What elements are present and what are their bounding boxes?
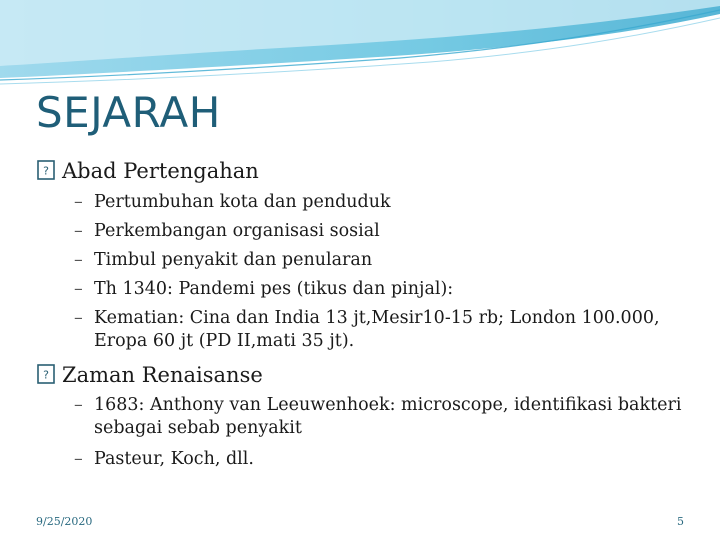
section-heading-text: Zaman Renaisanse [62,363,263,387]
svg-text:?: ? [43,368,49,382]
list-item-text: Timbul penyakit dan penularan [94,250,373,270]
list-item [74,394,694,440]
footer-date: 9/25/2020 [36,515,93,528]
dash-bullet: – [74,449,83,469]
list-item-text: 1683: Anthony van Leeuwenhoek: microscope, identifikasi bakteri sebagai sebab penyakit [94,395,682,438]
list-item [74,191,694,214]
svg-text:?: ? [43,164,49,178]
dash-bullet: – [74,308,83,328]
list-item-text: Th 1340: Pandemi pes (tikus dan pinjal): [94,279,454,299]
list-item [74,220,694,243]
header-wave-decoration [0,0,720,90]
section-heading-abad-pertengahan [36,158,259,183]
slide-title: SEJARAH [36,88,221,137]
list-item-text: Kematian: Cina dan India 13 jt,Mesir10-15 rb; London 100.000, Eropa 60 jt (PD II,mati 35 jt). [94,308,660,351]
dash-bullet: – [74,250,83,270]
list-item-text: Perkembangan organisasi sosial [94,221,380,241]
list-item-text: Pertumbuhan kota dan penduduk [94,192,391,212]
dash-bullet: – [74,279,83,299]
section-heading-text: Abad Pertengahan [62,159,259,183]
missing-glyph-box-icon [36,364,58,384]
missing-glyph-box-icon [36,160,58,180]
dash-bullet: – [74,192,83,212]
list-item [74,249,694,272]
list-item-text: Pasteur, Koch, dll. [94,449,254,469]
list-item [74,278,694,301]
list-item [74,307,694,353]
section-heading-zaman-renaisanse [36,362,263,387]
dash-bullet: – [74,221,83,241]
list-item [74,448,694,471]
page-number: 5 [677,515,684,528]
dash-bullet: – [74,395,83,415]
